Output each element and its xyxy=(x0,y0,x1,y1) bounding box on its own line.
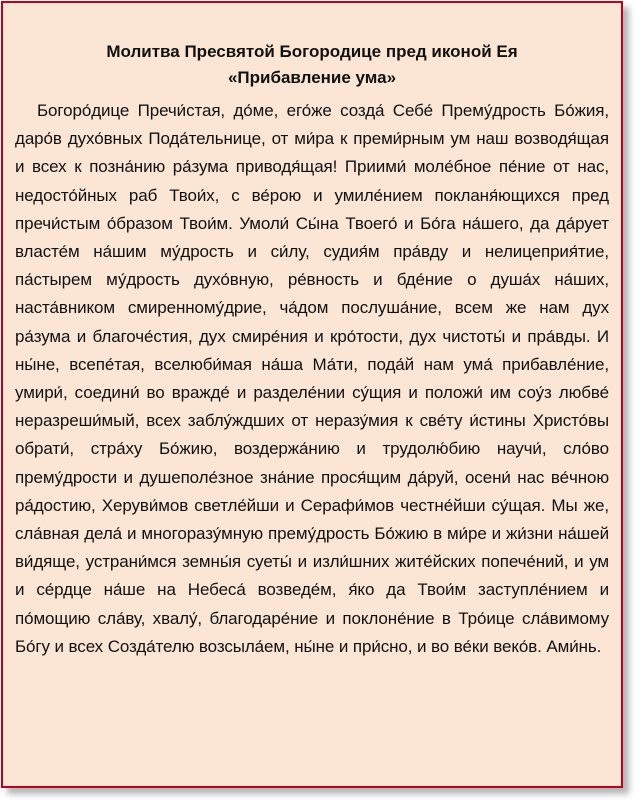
prayer-body: Богоро́дице Пречи́стая, до́ме, его́же созда́ Себе́ Прему́дрость Бо́жия, даро́в духо́вных Пода́тельнице, от ми́ра к преми́рным ум наш возводя́щая и всех к позна́нию ра́зума приводя́щая! Приими́ моле́бное пе́ние от нас, недосто́йных раб Твои́х, с ве́рою и умиле́нием покланя́ющихся пред пречи́стым о́бразом Твои́м. Умоли́ Сы́на Твоего́ и Бо́га на́шего, да да́рует власте́м на́шим му́дрость и си́лу, судия́м пра́вду и нелицеприя́тие, па́стырем му́дрость духо́вную, ре́вность и бде́ние о душа́х на́ших, наста́вником смиренному́дрие, ча́дом послуша́ние, всем же нам дух ра́зума и благоче́стия, дух смире́ния и кро́тости, дух чистоты́ и пра́вды. И ны́не, всепе́тая, вселюби́мая на́ша Ма́ти, пода́й нам ума́ прибавле́ние, умири́, соедини́ во вражде́ и разделе́нии су́щия и положи́ им соу́з любве́ неразреши́мый, всех заблу́ждших от неразу́мия к све́ту и́стины Христо́вы обрати́, стра́ху Бо́жию, воздержа́нию и трудолю́бию научи́, сло́во прему́дрости и душеполе́зное зна́ние прося́щим да́руй, осени́ нас ве́чною ра́достию, Херуви́мов светле́йши и Серафи́мов честне́йши су́щая. Мы же, сла́вная дела́ и многоразу́мную прему́дрость Бо́жию в ми́ре и жи́зни на́шей ви́дяще, устрани́мся земны́я суеты́ и изли́шних жите́йских попече́ний, и ум и се́рдце на́ше на Небеса́ возведе́м, я́ко да Твои́м заступле́нием и по́мощию сла́ву, хвалу́, благодаре́ние и поклоне́ние в Тро́ице сла́вимому Бо́гу и всех Созда́телю возсыла́ем, ны́не и при́сно, и во ве́ки веко́в. Ами́нь. xyxy=(15,101,609,656)
prayer-card xyxy=(1,1,623,788)
prayer-title-line-1: Молитва Пресвятой Богородице пред иконой Ея xyxy=(106,42,518,61)
prayer-title-line-2: «Прибавление ума» xyxy=(227,68,397,87)
prayer-title xyxy=(15,39,609,91)
